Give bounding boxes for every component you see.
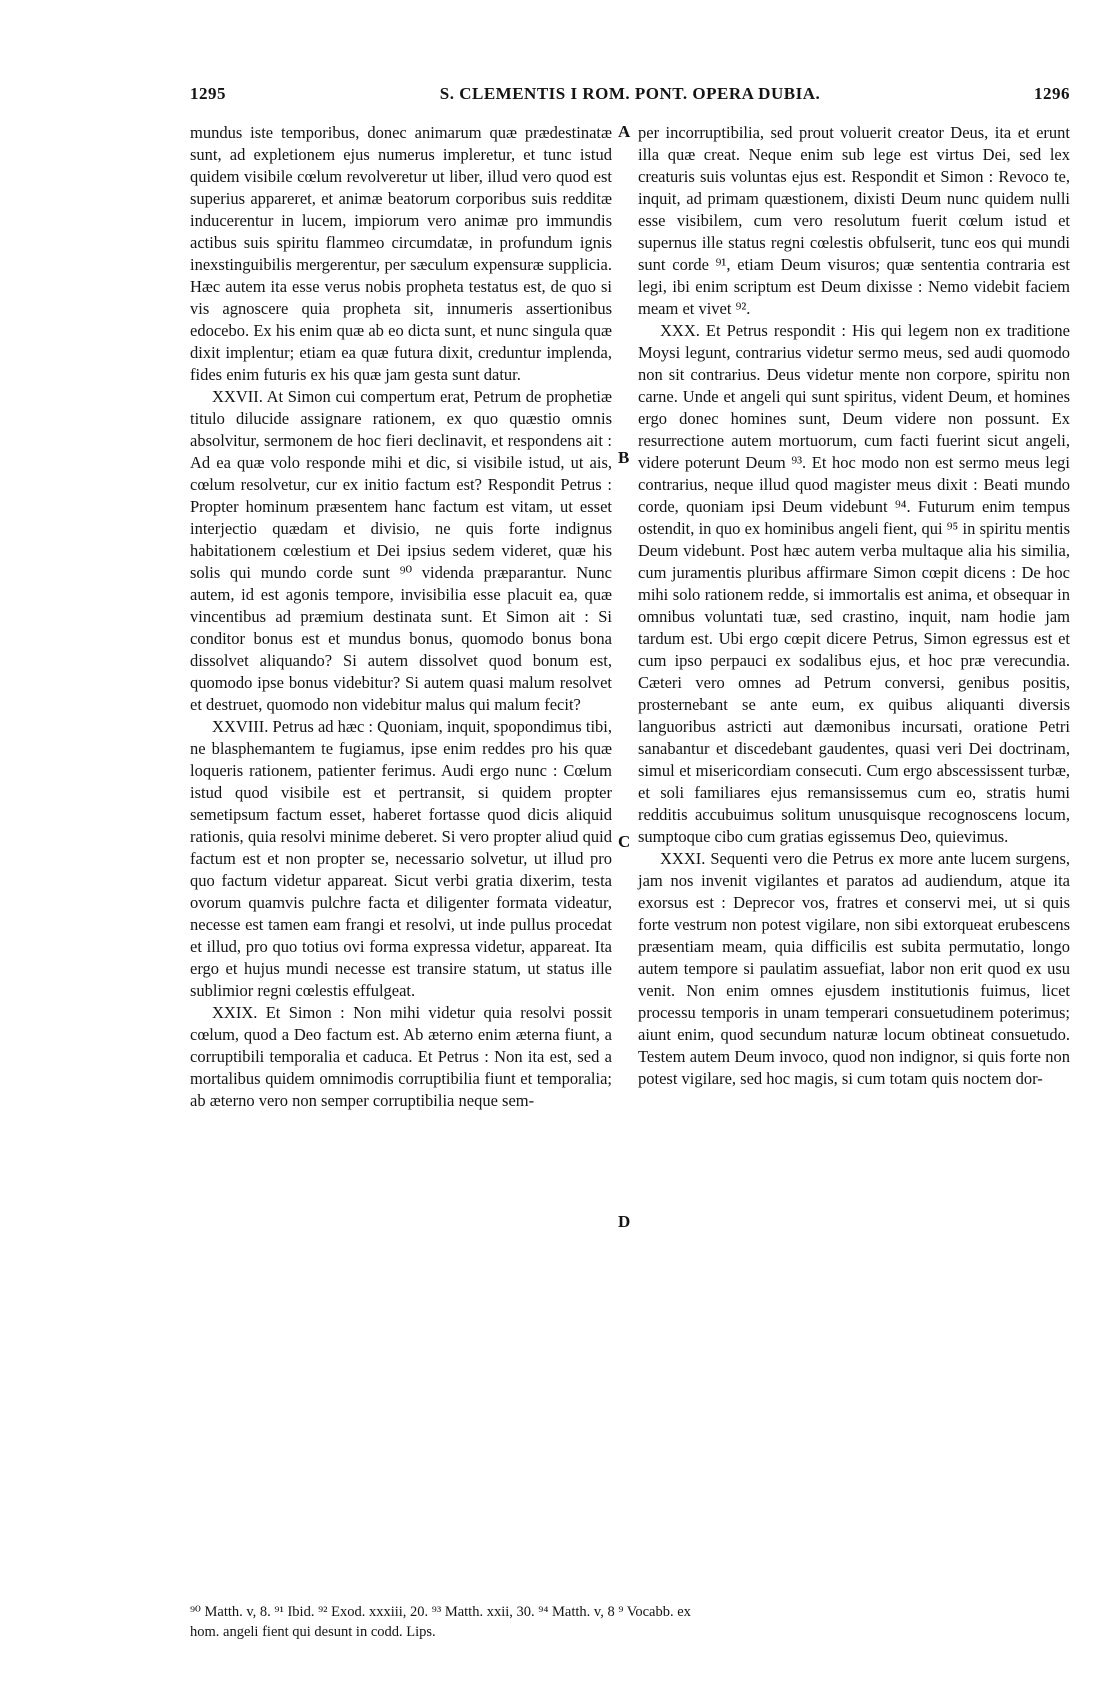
right-column bbox=[638, 122, 1070, 1090]
paragraph: mundus iste temporibus, donec animarum quæ prædestinatæ sunt, ad expletionem ejus numerus impleretur, et tunc istud quidem visibile cœlum revolveretur ut liber, illud vero quod est superius appareret, et animæ beatorum corporibus suis redditæ inducerentur in lucem, impiorum vero animæ pro immundis actibus suis spiritu flammeo circumdatæ, in profundum ignis inexstinguibilis mergerentur, per sæculum expensuræ supplicia. Hæc autem ita esse verus nobis propheta testatus est, de quo si vis agnoscere quia propheta sit, innumeris assertionibus edocebo. Ex his enim quæ ab eo dicta sunt, et nunc singula quæ dixit implentur; etiam ea quæ futura dixit, creduntur implenda, fides enim futuris ex his quæ jam gesta sunt datur. bbox=[190, 123, 612, 384]
margin-letter-a: A bbox=[618, 122, 631, 141]
right-page-number: 1296 bbox=[1034, 84, 1070, 103]
margin-letter-d: D bbox=[618, 1212, 631, 1231]
margin-letter-b: B bbox=[618, 448, 630, 467]
paragraph-xxx: XXX. Et Petrus respondit : His qui legem non ex traditione Moysi legunt, contrarius videtur sermo meus, sed audi quomodo non sit contrarius. Deus videtur mente non corpore, spiritu non carne. Unde et angeli qui sunt spiritus, vident Deum, et homines ergo donec homines sunt, Deum videre non possunt. Ex resurrectione autem mortuorum, cum facti fuerint sicut angeli, videre poterunt Deum ⁹³. Et hoc modo non est sermo meus legi contrarius, neque illud quod magister meus dixit : Beati mundo corde, quoniam ipsi Deum videbunt ⁹⁴. Futurum enim tempus ostendit, in quo ex hominibus angeli fient, qui ⁹⁵ in spiritu mentis Deum videbunt. Post hæc autem verba multaque alia his similia, cum juramentis pluribus affirmare Simon cœpit dicens : De hoc mihi solo rationem redde, si immortalis est anima, et obsequar in omnibus voluntati tuæ, sed crastino, inquit, nam hodie jam tardum est. Ubi ergo cœpit dicere Petrus, Simon egressus est et cum ipso perpauci ex sodalibus ejus, et hoc præ verecundia. Cæteri vero omnes ad Petrum conversi, genibus positis, prosternebant se ante eum, ex quibus aliquanti diversis languoribus astricti aut dæmonibus incursati, oratione Petri sanabantur et discedebant gaudentes, quasi veri Dei doctrinam, simul et misericordiam consecuti. Cum ergo abscessissent turbæ, et soli familiares ejus remansissemus cum eo, stratis humi redditis accubuimus solitum unusquisque recognoscens locum, sumptoque cibo cum gratias egissemus Deo, quievimus. bbox=[638, 321, 1070, 846]
left-column bbox=[190, 122, 612, 1112]
margin-letter-c: C bbox=[618, 832, 631, 851]
left-page-number: 1295 bbox=[190, 84, 226, 103]
footnote-line: ⁹⁰ Matth. v, 8. ⁹¹ Ibid. ⁹² Exod. xxxiii, 20. ⁹³ Matth. xxii, 30. ⁹⁴ Matth. v, 8 ⁹ Vocabb. ex bbox=[190, 1604, 691, 1620]
footnotes bbox=[190, 1602, 1070, 1642]
paragraph-xxvii: XXVII. At Simon cui compertum erat, Petrum de prophetiæ titulo dilucide assignare rationem, ex quo quæstio omnis absolvitur, sermonem de hoc fieri declinavit, et respondens ait : Ad ea quæ volo responde mihi et dic, si visibile istud, ut ais, cœlum resolvetur, cur ex initio factum est? Respondit Petrus : Propter hominum præsentem hanc factum est vitam, ut esset interjectio quædam et divisio, ne quis forte indignus habitationem cœlestium et Dei ipsius sedem videret, quæ his solis qui mundo corde sunt ⁹⁰ videnda præparantur. Nunc autem, id est agonis tempore, invisibilia esse placuit ea, quæ vincentibus ad præmium destinata sunt. Et Simon ait : Si conditor bonus est et mundus bonus, quomodo bonus bona dissolvet aliquando? Si autem dissolvet quod bonum est, quomodo ipse bonus videbitur? Si autem quasi malum resolvet et destruet, quomodo non videbitur malus qui malum fecit? bbox=[190, 387, 612, 714]
paragraph-xxviii: XXVIII. Petrus ad hæc : Quoniam, inquit, spopondimus tibi, ne blasphemantem te fugiamus, ipse enim reddes pro his quæ loqueris rationem, patienter ferimus. Audi ergo nunc : Cœlum istud quod visibile est et pertransit, si quidem propter semetipsum factum esset, haberet fortasse quod dicis aliquid rationis, quia resolvi minime deberet. Si vero propter aliud quid factum est et non propter se, necessario solvetur, ut illud pro quo factum videtur appareat. Sicut verbi gratia dixerim, testa ovorum quamvis pulchre facta et diligenter formata videatur, necesse est tamen eam frangi et resolvi, ut inde pullus procedat et illud, pro quo totius ovi forma expressa videtur, appareat. Ita ergo et hujus mundi necesse est transire statum, ut status ille sublimior regni cœlestis effulgeat. bbox=[190, 717, 612, 1000]
paragraph-xxix: XXIX. Et Simon : Non mihi videtur quia resolvi possit cœlum, quod a Deo factum est. Ab æterno enim æterna fiunt, a corruptibili temporalia et caduca. Et Petrus : Non ita est, sed a mortalibus quidem omnimodis corruptibilia fiunt et temporalia; ab æterno vero non semper corruptibilia neque sem- bbox=[190, 1003, 612, 1110]
paragraph: per incorruptibilia, sed prout voluerit creator Deus, ita et erunt illa quæ creat. Neque enim sub lege est virtus Dei, sed lex creaturis suis voluntas ejus est. Respondit et Simon : Revoco te, inquit, ad primam quæstionem, dixisti Deum nunc quidem nulli esse visibilem, cum vero resolutum fuerit cœlum istud et supernus ille status regni cœlestis obfulserit, tunc eos qui mundi sunt corde ⁹¹, etiam Deum visuros; quæ sententia contraria est legi, ibi enim scriptum est Deum dixisse : Nemo videbit faciem meam et vivet ⁹². bbox=[638, 123, 1070, 318]
footnote-line: hom. angeli fient qui desunt in codd. Lips. bbox=[190, 1624, 436, 1640]
running-title: S. CLEMENTIS I ROM. PONT. OPERA DUBIA. bbox=[439, 84, 821, 103]
paragraph-xxxi: XXXI. Sequenti vero die Petrus ex more ante lucem surgens, jam nos invenit vigilantes et paratos ad audiendum, atque ita exorsus est : Deprecor vos, fratres et conservi mei, ut si quis forte vestrum non potest vigilare, non sibi extorqueat erubescens præsentiam meam, quia difficilis est subita permutatio, longo autem tempore si paulatim assuefiat, labor non erit quod ex usu venit. Non enim omnes ejusdem institutionis fuimus, licet processu temporis in unam temperari consuetudinem poterimus; aiunt enim, quod secundum naturæ locum obtineat consuetudo. Testem autem Deum invoco, quod non indignor, si quis forte non potest vigilare, sed hoc magis, si cum totam quis noctem dor- bbox=[638, 849, 1070, 1088]
page-header bbox=[190, 84, 1070, 110]
